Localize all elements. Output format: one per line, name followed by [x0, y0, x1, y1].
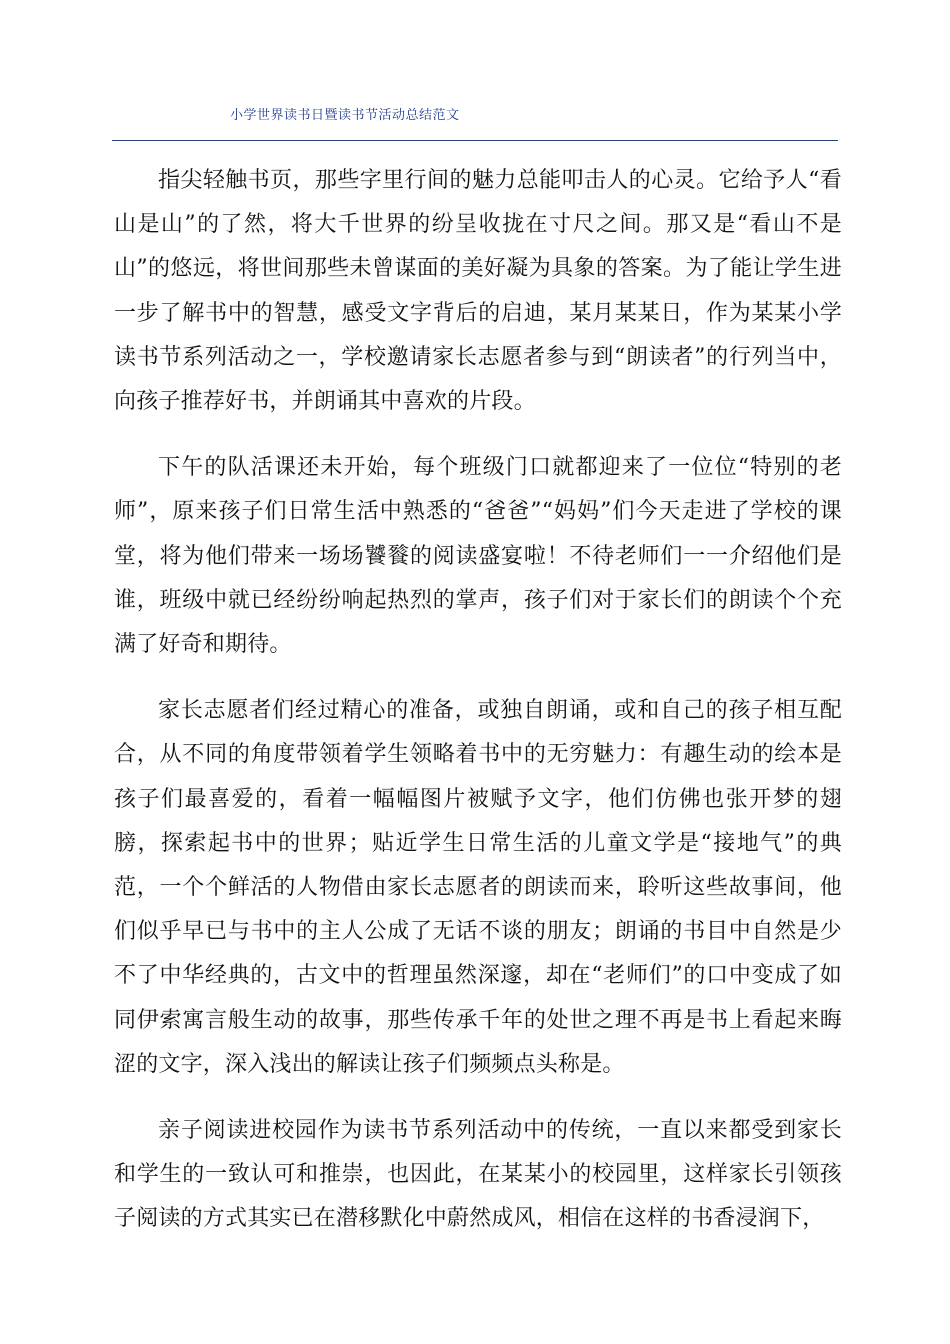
document-body	[114, 159, 842, 1264]
header-divider	[112, 140, 838, 141]
paragraph-4: 亲子阅读进校园作为读书节系列活动中的传统，一直以来都受到家长和学生的一致认可和推崇，也因此，在某某小的校园里，这样家长引领孩子阅读的方式其实已在潜移默化中蔚然成风，相信在这样的书香浸润下，	[114, 1118, 842, 1232]
paragraph-1: 指尖轻触书页，那些字里行间的魅力总能叩击人的心灵。它给予人“看山是山”的了然，将大千世界的纷呈收拢在寸尺之间。那又是“看山不是山”的悠远，将世间那些未曾谋面的美好凝为具象的答案。为了能让学生进一步了解书中的智慧，感受文字背后的启迪，某月某某日，作为某某小学读书节系列活动之一，学校邀请家长志愿者参与到“朗读者”的行列当中，向孩子推荐好书，并朗诵其中喜欢的片段。	[114, 168, 842, 415]
paragraph-3: 家长志愿者们经过精心的准备，或独自朗诵，或和自己的孩子相互配合，从不同的角度带领着学生领略着书中的无穷魅力：有趣生动的绘本是孩子们最喜爱的，看着一幅幅图片被赋予文字，他们仿佛也张开梦的翅膀，探索起书中的世界；贴近学生日常生活的儿童文学是“接地气”的典范，一个个鲜活的人物借由家长志愿者的朗读而来，聆听这些故事间，他们似乎早已与书中的主人公成了无话不谈的朋友；朗诵的书目中自然是少不了中华经典的，古文中的哲理虽然深邃，却在“老师们”的口中变成了如同伊索寓言般生动的故事，那些传承千年的处世之理不再是书上看起来晦涩的文字，深入浅出的解读让孩子们频频点头称是。	[114, 698, 842, 1077]
header-title: 小学世界读书日暨读书节活动总结范文	[230, 108, 460, 123]
paragraph-2: 下午的队活课还未开始，每个班级门口就都迎来了一位位“特别的老师”，原来孩子们日常生活中熟悉的“爸爸”“妈妈”们今天走进了学校的课堂，将为他们带来一场场饕餮的阅读盛宴啦！不待老师们一一介绍他们是谁，班级中就已经纷纷响起热烈的掌声，孩子们对于家长们的朗读个个充满了好奇和期待。	[114, 455, 842, 658]
